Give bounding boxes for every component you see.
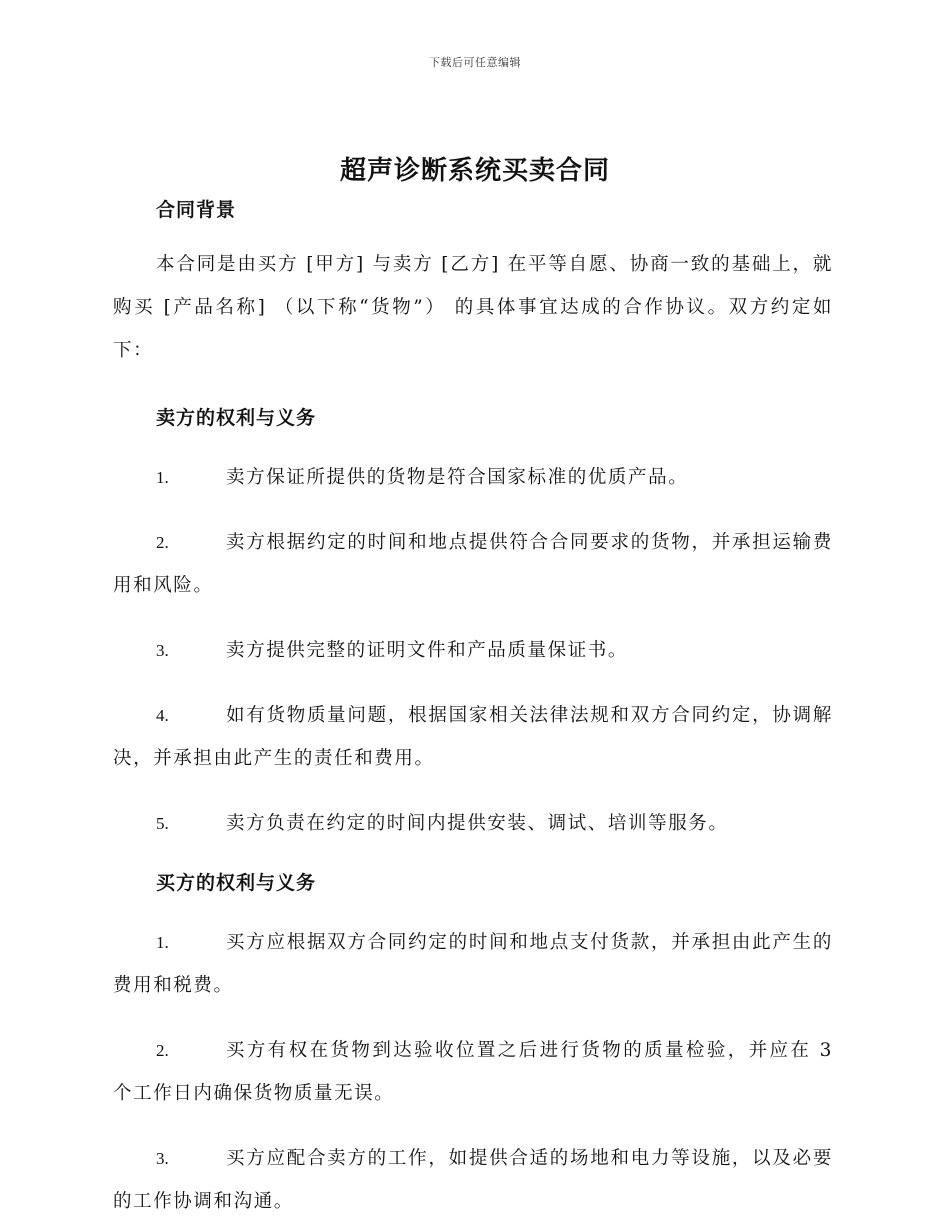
seller-list-item [113, 521, 833, 607]
section-heading-buyer: 买方的权利与义务 [156, 872, 317, 894]
list-number: 1. [156, 933, 169, 952]
list-text: 如有货物质量问题，根据国家相关法律法规和双方合同约定，协调解决，并承担由此产生的责任和费用。 [113, 705, 833, 769]
buyer-list-item [113, 1137, 833, 1223]
list-text: 买方应配合卖方的工作，如提供合适的场地和电力等设施，以及必要的工作协调和沟通。 [113, 1148, 833, 1212]
list-number: 3. [156, 1149, 169, 1168]
list-text: 卖方提供完整的证明文件和产品质量保证书。 [226, 640, 629, 661]
seller-list-item [113, 694, 833, 780]
seller-list-item [113, 456, 833, 499]
section-heading-seller: 卖方的权利与义务 [156, 407, 317, 429]
list-text: 买方应根据双方合同约定的时间和地点支付货款，并承担由此产生的费用和税费。 [113, 932, 833, 996]
list-number: 3. [156, 641, 169, 660]
document-body [113, 194, 833, 1223]
section-heading-background: 合同背景 [156, 199, 237, 221]
list-text: 卖方根据约定的时间和地点提供符合合同要求的货物，并承担运输费用和风险。 [113, 532, 833, 596]
buyer-list-item [113, 921, 833, 1007]
list-text: 卖方保证所提供的货物是符合国家标准的优质产品。 [226, 467, 689, 488]
document-title: 超声诊断系统买卖合同 [339, 156, 610, 186]
seller-list-item [113, 629, 833, 672]
background-paragraph: 本合同是由买方 [甲方] 与卖方 [乙方] 在平等自愿、协商一致的基础上，就购买 [产品名称] （以下称“货物”） 的具体事宜达成的合作协议。双方约定如下： [113, 254, 833, 361]
seller-list-item [113, 802, 833, 845]
list-number: 4. [156, 706, 169, 725]
list-number: 1. [156, 468, 169, 487]
list-number: 2. [156, 1041, 169, 1060]
list-text: 买方有权在货物到达验收位置之后进行货物的质量检验，并应在 3 个工作日内确保货物质量无误。 [113, 1040, 833, 1104]
page-header-note: 下载后可任意编辑 [429, 56, 521, 69]
list-number: 5. [156, 814, 169, 833]
list-number: 2. [156, 533, 169, 552]
buyer-list-item [113, 1029, 833, 1115]
list-text: 卖方负责在约定的时间内提供安装、调试、培训等服务。 [226, 813, 729, 834]
